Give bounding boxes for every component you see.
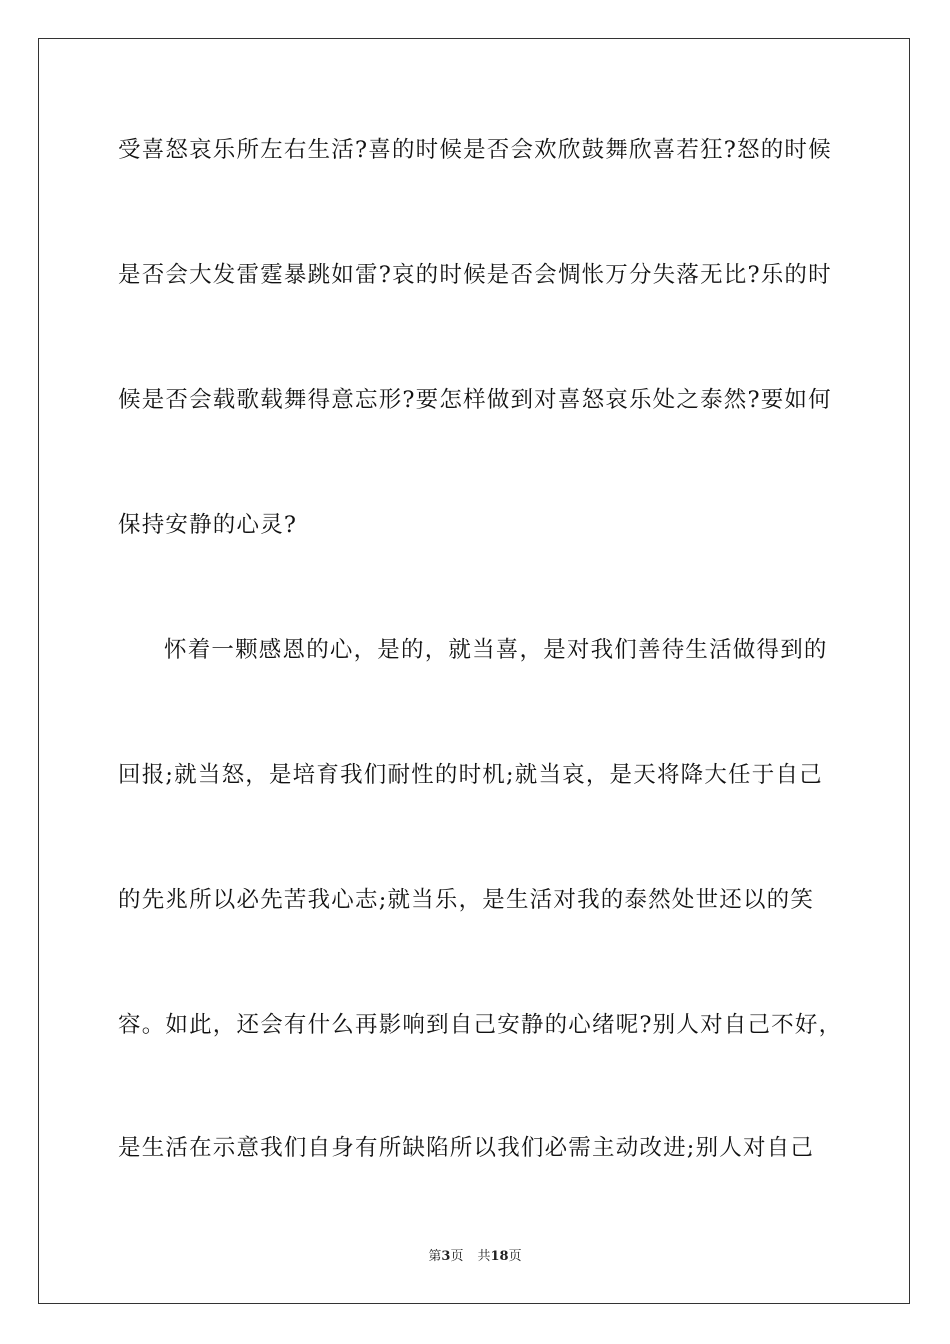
text-line: 回报;就当怒，是培育我们耐性的时机;就当哀，是天将降大任于自己 (118, 762, 823, 788)
page-label-prefix: 第 (428, 1249, 442, 1264)
page-footer (0, 1248, 950, 1266)
text-line: 是生活在示意我们自身有所缺陷所以我们必需主动改进;别人对自己 (118, 1135, 815, 1161)
page-number: 3 (441, 1249, 451, 1264)
text-line: 是否会大发雷霆暴跳如雷?哀的时候是否会惆怅万分失落无比?乐的时 (118, 262, 832, 288)
total-label-suffix: 页 (508, 1249, 522, 1264)
total-label-prefix: 共 (477, 1249, 491, 1264)
text-line: 候是否会载歌载舞得意忘形?要怎样做到对喜怒哀乐处之泰然?要如何 (118, 387, 832, 413)
text-line: 受喜怒哀乐所左右生活?喜的时候是否会欢欣鼓舞欣喜若狂?怒的时候 (118, 137, 832, 163)
paragraph-first-line: 怀着一颗感恩的心，是的，就当喜，是对我们善待生活做得到的 (164, 637, 828, 663)
text-line: 容。如此，还会有什么再影响到自己安静的心绪呢?别人对自己不好， (118, 1012, 843, 1038)
page-label-suffix: 页 (450, 1249, 464, 1264)
total-pages: 18 (490, 1249, 509, 1264)
page-border (38, 38, 910, 1304)
text-line: 的先兆所以必先苦我心志;就当乐，是生活对我的泰然处世还以的笑 (118, 887, 815, 913)
text-line: 保持安静的心灵? (118, 512, 298, 538)
